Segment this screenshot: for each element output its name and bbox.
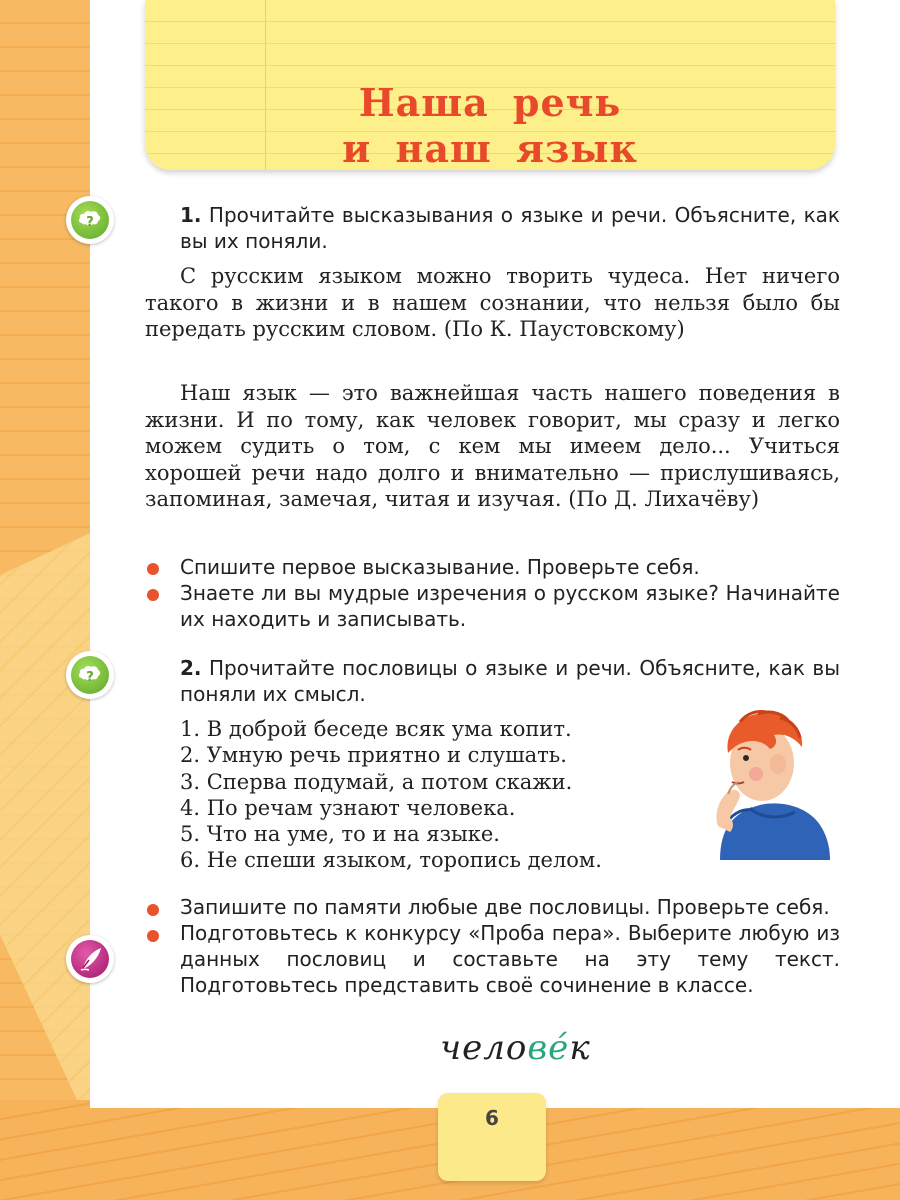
exercise-1-bullet-2: Знаете ли вы мудрые изречения о русском языке? Начинайте их находить и записывать. — [180, 581, 840, 631]
vocabulary-word — [440, 1028, 591, 1068]
bullet-marker — [147, 563, 159, 575]
exercise-1-task — [180, 202, 840, 254]
vocabulary-word-part: к — [569, 1028, 591, 1068]
title-line-2: и наш язык — [342, 126, 638, 171]
proverb-item: 6. Не спеши языком, торопись делом. — [180, 848, 602, 873]
proverb-item: 5. Что на уме, то и на языке. — [180, 822, 500, 847]
exercise-2-number: 2. — [180, 656, 202, 680]
page-title — [145, 80, 835, 172]
exercise-2-task-text: Прочитайте пословицы о языке и речи. Объясните, как вы поняли их смысл. — [180, 656, 840, 706]
bullet-marker — [147, 904, 159, 916]
proverb-item: 2. Умную речь приятно и слушать. — [180, 743, 567, 768]
exercise-1-quote-2: Наш язык — это важнейшая часть нашего поведения в жизни. И по тому, как человек говорит, мы сразу и легко можем судить о том, с кем мы имеем дело... Учиться хорошей речи надо долго и внимательно — прислушиваясь, запоминая, замечая, читая и изучая. (По Д. Лихачёву) — [145, 381, 840, 511]
exercise-1-quote-1: С русским языком можно творить чудеса. Нет ничего такого в жизни и в нашем сознании, что нельзя было бы передать русским словом. (По К. Паустовскому) — [145, 264, 840, 341]
page-number: 6 — [485, 1106, 499, 1130]
exercise-1-bullet-1: Спишите первое высказывание. Проверьте себя. — [180, 555, 700, 579]
pen-icon — [66, 935, 114, 983]
exercise-2-bullet-2: Подготовьтесь к конкурсу «Проба пера». Выберите любую из данных пословиц и составьте на эту тему текст. Подготовьтесь представить своё сочинение в классе. — [180, 921, 840, 997]
question-icon — [66, 651, 114, 699]
bullet-marker — [147, 589, 159, 601]
vocabulary-word-accent: ве́ — [527, 1028, 570, 1068]
exercise-1-number: 1. — [180, 203, 202, 227]
title-line-1: Наша речь — [358, 80, 622, 125]
vocabulary-word-part: чело — [440, 1028, 528, 1068]
question-icon — [66, 196, 114, 244]
proverb-list — [180, 716, 602, 874]
proverb-item: 1. В доброй беседе всяк ума копит. — [180, 717, 572, 741]
boy-illustration — [700, 708, 835, 860]
svg-text:?: ? — [86, 215, 94, 230]
exercise-2-bullet-1: Запишите по памяти любые две пословицы. Проверьте себя. — [180, 895, 830, 919]
proverb-item: 3. Сперва подумай, а потом скажи. — [180, 769, 573, 794]
bullet-marker — [147, 930, 159, 942]
svg-text:?: ? — [86, 670, 94, 685]
exercise-2-task — [180, 655, 840, 707]
exercise-1-task-text: Прочитайте высказывания о языке и речи. Объясните, как вы их поняли. — [180, 203, 840, 253]
proverb-item: 4. По речам узнают человека. — [180, 795, 516, 820]
